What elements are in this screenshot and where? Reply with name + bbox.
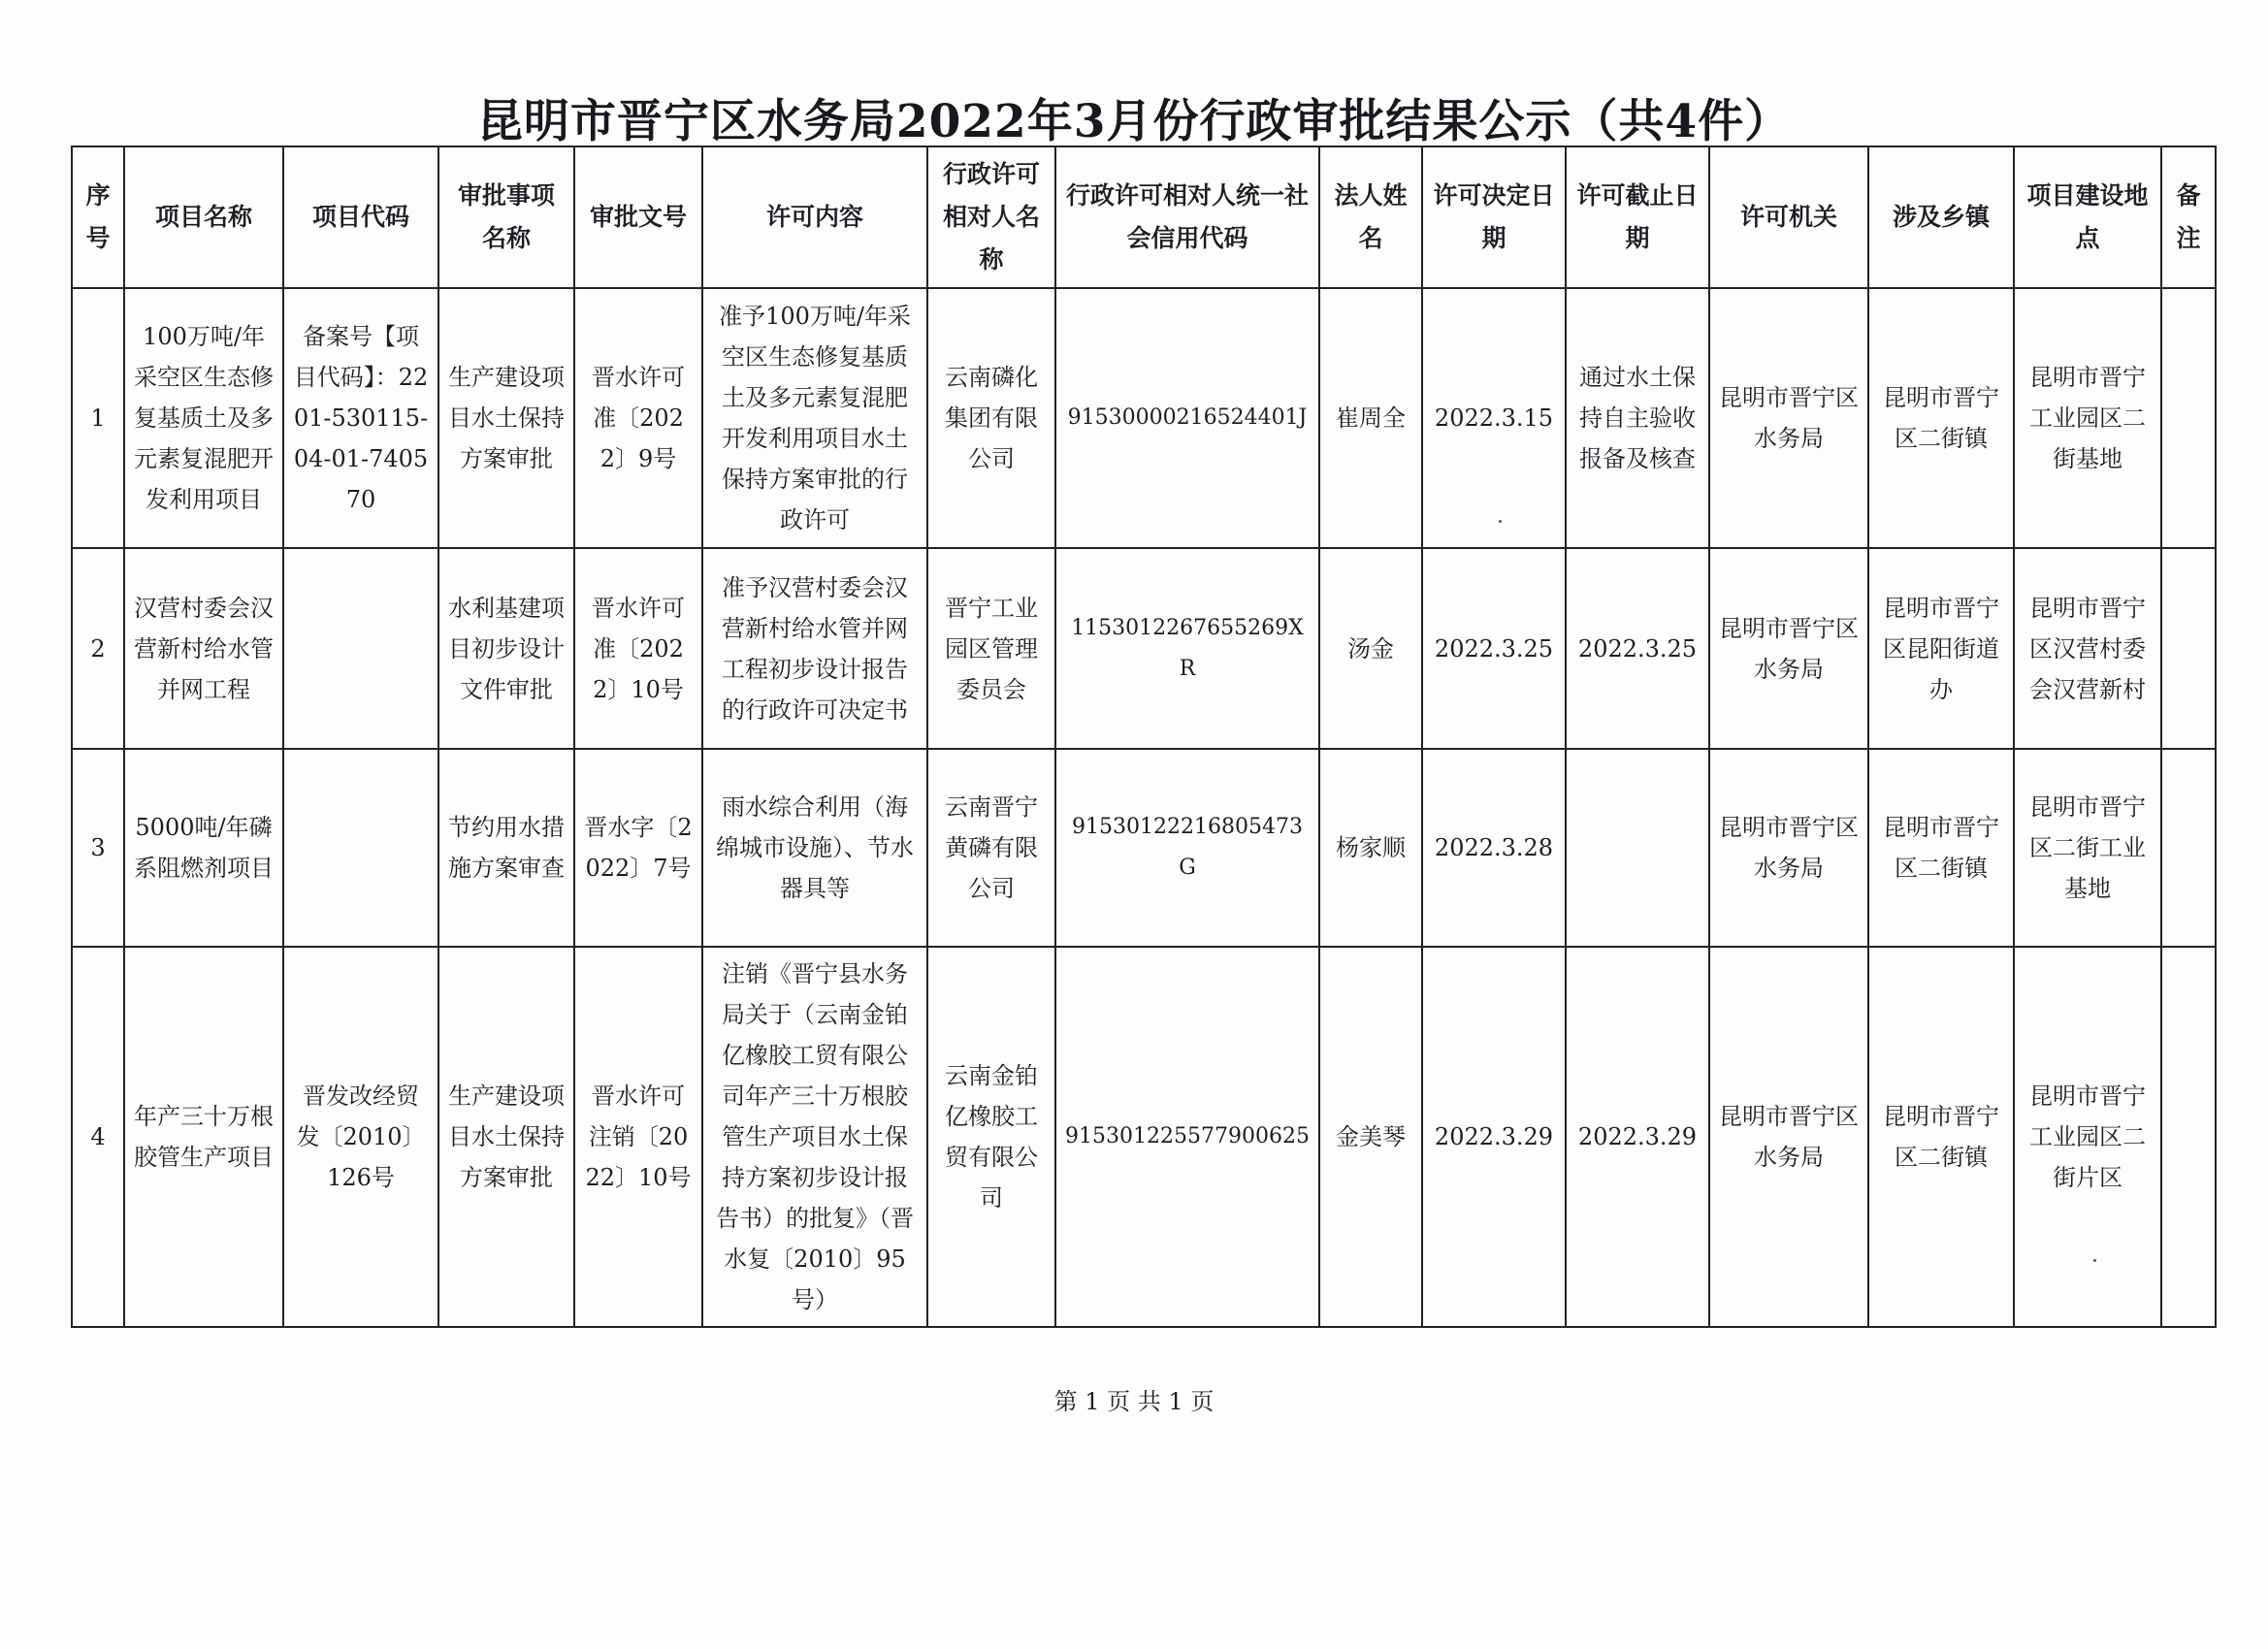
cell-project-name: 汉营村委会汉营新村给水管并网工程 xyxy=(124,548,283,749)
cell-party: 云南金铂亿橡胶工贸有限公司 xyxy=(927,947,1055,1327)
cell-seq: 2 xyxy=(72,548,124,749)
cell-item-name: 生产建设项目水土保持方案审批 xyxy=(438,288,574,548)
cell-township: 昆明市晋宁区二街镇 xyxy=(1868,749,2014,947)
cell-location: 昆明市晋宁区二街工业基地 xyxy=(2014,749,2161,947)
header-authority: 许可机关 xyxy=(1709,146,1868,288)
cell-seq: 4 xyxy=(72,947,124,1327)
table-row xyxy=(72,749,2216,947)
table-row xyxy=(72,548,2216,749)
header-project-name: 项目名称 xyxy=(124,146,283,288)
cell-content: 注销《晋宁县水务局关于（云南金铂亿橡胶工贸有限公司年产三十万根胶管生产项目水土保持方案初步设计报告书）的批复》（晋水复〔2010〕95号） xyxy=(702,947,927,1327)
cell-doc-no: 晋水许可准〔2022〕9号 xyxy=(574,288,702,548)
cell-decision-date: 2022.3.28 xyxy=(1422,749,1566,947)
cell-content: 雨水综合利用（海绵城市设施）、节水器具等 xyxy=(702,749,927,947)
cell-project-code: 晋发改经贸发〔2010〕126号 xyxy=(283,947,438,1327)
cell-doc-no: 晋水许可准〔2022〕10号 xyxy=(574,548,702,749)
header-location: 项目建设地点 xyxy=(2014,146,2161,288)
cell-item-name: 节约用水措施方案审查 xyxy=(438,749,574,947)
cell-authority: 昆明市晋宁区水务局 xyxy=(1709,288,1868,548)
cell-decision-date: 2022.3.29 xyxy=(1422,947,1566,1327)
cell-legal-person: 金美琴 xyxy=(1319,947,1422,1327)
cell-authority: 昆明市晋宁区水务局 xyxy=(1709,548,1868,749)
cell-project-code: 备案号【项目代码】：2201-530115-04-01-740570 xyxy=(283,288,438,548)
header-credit-code: 行政许可相对人统一社会信用代码 xyxy=(1055,146,1319,288)
cell-township: 昆明市晋宁区昆阳街道办 xyxy=(1868,548,2014,749)
cell-party: 云南磷化集团有限公司 xyxy=(927,288,1055,548)
cell-content: 准予汉营村委会汉营新村给水管并网工程初步设计报告的行政许可决定书 xyxy=(702,548,927,749)
cell-doc-no: 晋水许可注销〔2022〕10号 xyxy=(574,947,702,1327)
cell-remark xyxy=(2161,947,2216,1327)
cell-project-name: 5000吨/年磷系阻燃剂项目 xyxy=(124,749,283,947)
cell-project-code xyxy=(283,749,438,947)
cell-legal-person: 汤金 xyxy=(1319,548,1422,749)
page-title: 昆明市晋宁区水务局2022年3月份行政审批结果公示（共4件） xyxy=(476,95,1792,148)
page-footer: 第 1 页 共 1 页 xyxy=(1053,1388,1215,1415)
cell-location: 昆明市晋宁区汉营村委会汉营新村 xyxy=(2014,548,2161,749)
cell-content: 准予100万吨/年采空区生态修复基质土及多元素复混肥开发利用项目水土保持方案审批的行政许可 xyxy=(702,288,927,548)
header-seq: 序号 xyxy=(72,146,124,288)
cell-party: 云南晋宁黄磷有限公司 xyxy=(927,749,1055,947)
cell-credit-code: 91530000216524401J xyxy=(1055,288,1319,548)
cell-item-name: 水利基建项目初步设计文件审批 xyxy=(438,548,574,749)
cell-credit-code: 915301225577900625 xyxy=(1055,947,1319,1327)
cell-doc-no: 晋水字〔2022〕7号 xyxy=(574,749,702,947)
cell-township: 昆明市晋宁区二街镇 xyxy=(1868,947,2014,1327)
cell-project-name: 100万吨/年采空区生态修复基质土及多元素复混肥开发利用项目 xyxy=(124,288,283,548)
cell-item-name: 生产建设项目水土保持方案审批 xyxy=(438,947,574,1327)
header-item-name: 审批事项名称 xyxy=(438,146,574,288)
cell-decision-date: 2022.3.25 xyxy=(1422,548,1566,749)
cell-seq: 1 xyxy=(72,288,124,548)
cell-seq: 3 xyxy=(72,749,124,947)
header-doc-no: 审批文号 xyxy=(574,146,702,288)
cell-authority: 昆明市晋宁区水务局 xyxy=(1709,947,1868,1327)
cell-remark xyxy=(2161,548,2216,749)
cell-location: 昆明市晋宁工业园区二街基地 xyxy=(2014,288,2161,548)
cell-credit-code: 11530122676552​69XR xyxy=(1055,548,1319,749)
cell-township: 昆明市晋宁区二街镇 xyxy=(1868,288,2014,548)
header-project-code: 项目代码 xyxy=(283,146,438,288)
cell-remark xyxy=(2161,749,2216,947)
cell-decision-date: 2022.3.15 xyxy=(1422,288,1566,548)
cell-legal-person: 崔周全 xyxy=(1319,288,1422,548)
cell-legal-person: 杨家顺 xyxy=(1319,749,1422,947)
scan-speck xyxy=(1499,520,1502,523)
cell-project-code xyxy=(283,548,438,749)
header-legal-person: 法人姓名 xyxy=(1319,146,1422,288)
cell-end-date: 2022.3.25 xyxy=(1566,548,1709,749)
cell-project-name: 年产三十万根胶管生产项目 xyxy=(124,947,283,1327)
table-row xyxy=(72,288,2216,548)
cell-party: 晋宁工业园区管理委员会 xyxy=(927,548,1055,749)
header-end-date: 许可截止日期 xyxy=(1566,146,1709,288)
table-row xyxy=(72,947,2216,1327)
header-content: 许可内容 xyxy=(702,146,927,288)
cell-end-date: 通过水土保持自主验收报备及核查 xyxy=(1566,288,1709,548)
scan-speck xyxy=(2093,1259,2096,1262)
cell-end-date: 2022.3.29 xyxy=(1566,947,1709,1327)
cell-authority: 昆明市晋宁区水务局 xyxy=(1709,749,1868,947)
cell-location: 昆明市晋宁工业园区二街片区 xyxy=(2014,947,2161,1327)
cell-credit-code: 91530122216805473G xyxy=(1055,749,1319,947)
header-party: 行政许可相对人名称 xyxy=(927,146,1055,288)
header-remark: 备注 xyxy=(2161,146,2216,288)
approval-table xyxy=(71,146,2217,1328)
cell-remark xyxy=(2161,288,2216,548)
header-decision-date: 许可决定日期 xyxy=(1422,146,1566,288)
table-header-row xyxy=(72,146,2216,288)
header-township: 涉及乡镇 xyxy=(1868,146,2014,288)
cell-end-date xyxy=(1566,749,1709,947)
